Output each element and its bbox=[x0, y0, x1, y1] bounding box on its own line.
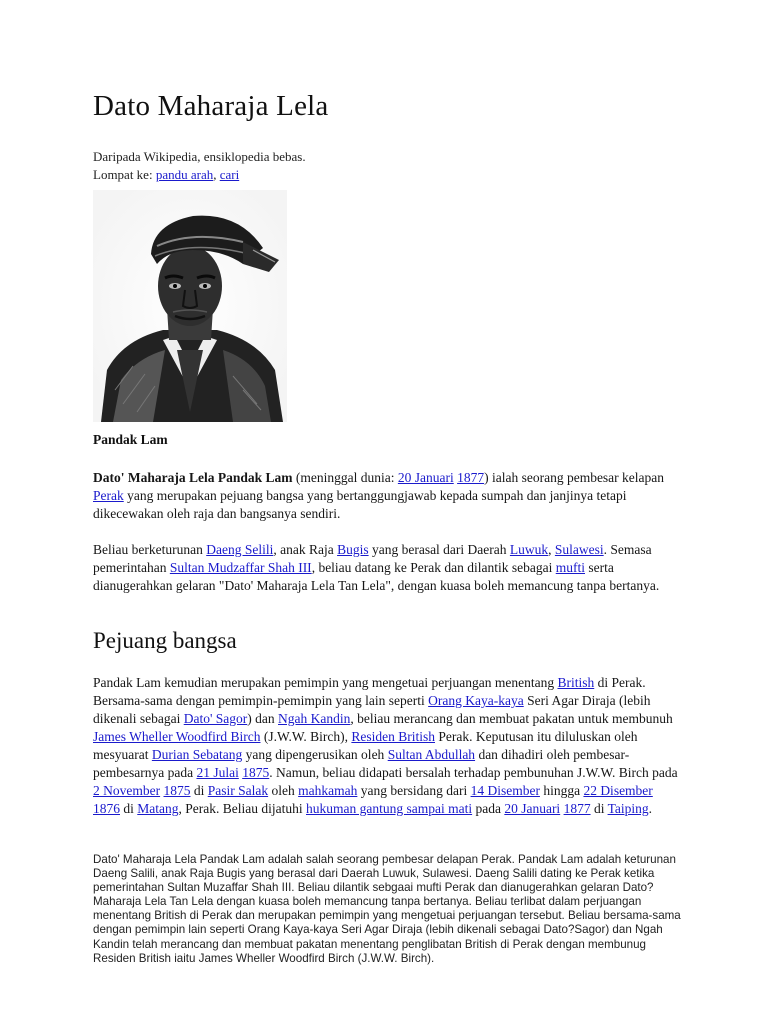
extract-paragraph: Dato' Maharaja Lela Pandak Lam adalah salah seorang pembesar delapan Perak. Pandak Lam adalah keturunan Daeng Salili, anak Raja Bugis yang berasal dari Daerah Luwuk, Sulawesi. Daeng Salili dating ke Perak ketika pemerintahan Sultan Muzaffar Shah III. Beliau dilantik sebgaai mufti Perak dan dianugerahkan gelaran Dato?Maharaja Lela Tan Lela dengan kuasa boleh memancung tanpa bertanya. Beliau terlibat dalam perjuangan menentang British di Perak dan merupakan pemimpin yang mengetuai perjuangan tersebut. Beliau bersama-sama dengan pemimpin lain seperti Orang Kaya-kaya Seri Agar Diraja (lebih dikenali sebagai Dato?Sagor) dan Ngah Kandin telah merancang dan membuat pakatan menentang penglibatan British di Perak dengan membunug Residen British iaitu James Wheller Woodfird Birch (J.W.W. Birch). bbox=[93, 853, 681, 965]
link-mufti[interactable]: mufti bbox=[555, 560, 585, 575]
link-1875-b[interactable]: 1875 bbox=[163, 783, 191, 798]
link-21-julai[interactable]: 21 Julai bbox=[196, 765, 239, 780]
link-jww-birch[interactable]: James Wheller Woodfird Birch bbox=[93, 729, 261, 744]
link-hukuman-gantung[interactable]: hukuman gantung sampai mati bbox=[306, 801, 473, 816]
link-mahkamah[interactable]: mahkamah bbox=[298, 783, 358, 798]
subject-name: Dato' Maharaja Lela Pandak Lam bbox=[93, 470, 293, 485]
link-orang-kaya-kaya[interactable]: Orang Kaya-kaya bbox=[428, 693, 524, 708]
link-sultan-abdullah[interactable]: Sultan Abdullah bbox=[387, 747, 476, 762]
link-sulawesi[interactable]: Sulawesi bbox=[554, 542, 604, 557]
jump-links: Lompat ke: pandu arah, cari bbox=[93, 167, 240, 182]
link-bugis[interactable]: Bugis bbox=[337, 542, 369, 557]
jump-prefix: Lompat ke: bbox=[93, 167, 156, 182]
site-sub bbox=[93, 148, 306, 184]
image-caption: Pandak Lam bbox=[93, 432, 168, 447]
portrait-image bbox=[93, 190, 287, 422]
link-perak[interactable]: Perak bbox=[93, 488, 124, 503]
link-dato-sagor[interactable]: Dato' Sagor bbox=[183, 711, 248, 726]
origin-paragraph: Beliau berketurunan Daeng Selili, anak Raja Bugis yang berasal dari Daerah Luwuk, Sulawesi. Semasa pemerintahan Sultan Mudzaffar Shah III, beliau datang ke Perak dan dilantik sebagai mufti serta dianugerahkan gelaran "Dato' Maharaja Lela Tan Lela", dengan kuasa boleh memancung tanpa bertanya. bbox=[93, 542, 660, 593]
link-taiping[interactable]: Taiping bbox=[607, 801, 649, 816]
link-matang[interactable]: Matang bbox=[137, 801, 179, 816]
search-link[interactable]: cari bbox=[219, 167, 240, 182]
struggle-paragraph: Pandak Lam kemudian merupakan pemimpin yang mengetuai perjuangan menentang British di Perak. Bersama-sama dengan pemimpin-pemimpin yang lain seperti Orang Kaya-kaya Seri Agar Diraja (lebih dikenali sebagai Dato' Sagor) dan Ngah Kandin, beliau merancang dan membuat pakatan untuk membunuh James Wheller Woodfird Birch (J.W.W. Birch), Residen British Perak. Keputusan itu diluluskan oleh mesyuarat Durian Sebatang yang dipengerusikan oleh Sultan Abdullah dan dihadiri oleh pembesar-pembesarnya pada 21 Julai 1875. Namun, beliau didapati bersalah terhadap pembunuhan J.W.W. Birch pada 2 November 1875 di Pasir Salak oleh mahkamah yang bersidang dari 14 Disember hingga 22 Disember 1876 di Matang, Perak. Beliau dijatuhi hukuman gantung sampai mati pada 20 Januari 1877 di Taiping. bbox=[93, 675, 678, 816]
page-title: Dato Maharaja Lela bbox=[93, 90, 329, 122]
intro-paragraph: Dato' Maharaja Lela Pandak Lam (meninggal dunia: 20 Januari 1877) ialah seorang pembesar kelapan Perak yang merupakan pejuang bangsa yang bertanggungjawab kepada sumpah dan janjinya tetapi dikecewakan oleh raja dan bangsanya sendiri. bbox=[93, 470, 665, 521]
site-tagline: Daripada Wikipedia, ensiklopedia bebas. bbox=[93, 149, 306, 164]
link-daeng-selili[interactable]: Daeng Selili bbox=[206, 542, 274, 557]
link-durian-sebatang[interactable]: Durian Sebatang bbox=[151, 747, 243, 762]
link-sultan-mudzaffar-shah-iii[interactable]: Sultan Mudzaffar Shah III bbox=[169, 560, 312, 575]
link-20-januari-b[interactable]: 20 Januari bbox=[504, 801, 561, 816]
link-2-november[interactable]: 2 November bbox=[93, 783, 161, 798]
link-pasir-salak[interactable]: Pasir Salak bbox=[207, 783, 269, 798]
link-22-disember[interactable]: 22 Disember bbox=[583, 783, 653, 798]
link-1875[interactable]: 1875 bbox=[242, 765, 270, 780]
link-british[interactable]: British bbox=[557, 675, 595, 690]
link-1877-b[interactable]: 1877 bbox=[563, 801, 591, 816]
link-1876[interactable]: 1876 bbox=[93, 801, 120, 816]
link-1877[interactable]: 1877 bbox=[457, 470, 485, 485]
link-residen-british[interactable]: Residen British bbox=[351, 729, 435, 744]
link-14-disember[interactable]: 14 Disember bbox=[470, 783, 540, 798]
navigation-link[interactable]: pandu arah bbox=[155, 167, 214, 182]
link-20-januari[interactable]: 20 Januari bbox=[397, 470, 454, 485]
link-luwuk[interactable]: Luwuk bbox=[509, 542, 549, 557]
section-heading: Pejuang bangsa bbox=[93, 628, 237, 653]
link-ngah-kandin[interactable]: Ngah Kandin bbox=[278, 711, 351, 726]
